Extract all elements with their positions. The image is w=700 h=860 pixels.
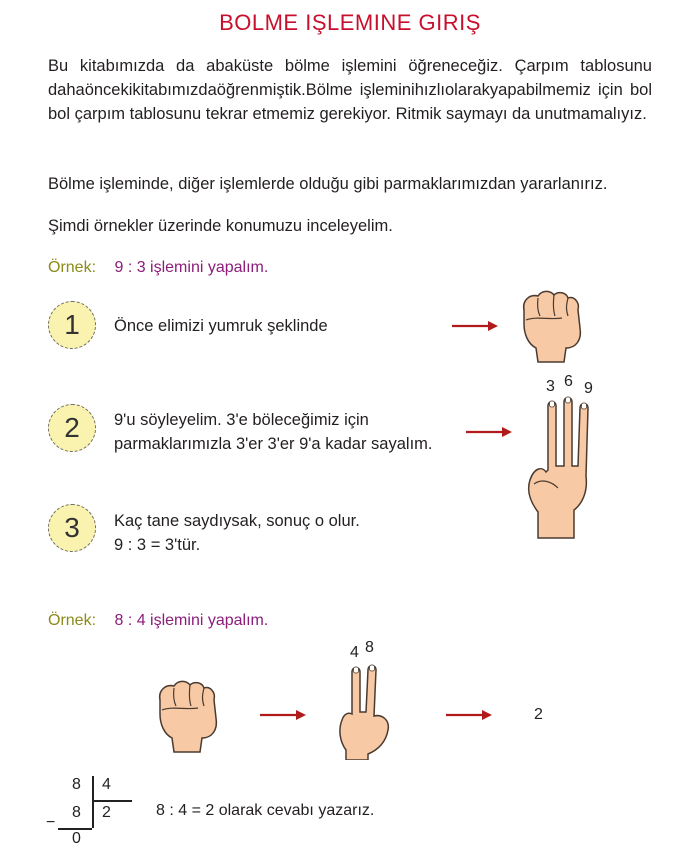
arrow-1-icon bbox=[452, 320, 500, 332]
example-label: Örnek: bbox=[48, 612, 97, 629]
arrow-2-icon bbox=[466, 426, 514, 438]
finger-count-4: 4 bbox=[350, 644, 359, 661]
fist-hand-icon bbox=[520, 290, 584, 366]
page-title: BOLME IŞLEMINE GIRIŞ bbox=[219, 10, 481, 35]
step-2-line-1: 9'u söyleyelim. 3'e böleceğimiz için bbox=[114, 411, 369, 429]
step-3-line-1: Kaç tane saydıysak, sonuç o olur. bbox=[114, 512, 360, 530]
two-fingers-hand-icon bbox=[338, 664, 394, 760]
finger-count-8: 8 bbox=[365, 639, 374, 656]
subtrahend: 8 bbox=[72, 804, 81, 821]
step-3-text bbox=[114, 509, 360, 557]
step-3-circle: 3 bbox=[48, 504, 96, 552]
step-2-line-2: parmaklarımızla 3'er 3'er 9'a kadar sayalım. bbox=[114, 435, 433, 453]
division-horizontal-line bbox=[92, 800, 132, 802]
example-operation: 9 : 3 işlemini yapalım. bbox=[114, 259, 269, 276]
dividend: 8 bbox=[72, 776, 81, 793]
subtraction-line bbox=[58, 828, 92, 830]
step-1-circle: 1 bbox=[48, 301, 96, 349]
example-2-result: 2 bbox=[534, 706, 543, 723]
division-vertical-line bbox=[92, 776, 94, 828]
fist-hand-icon bbox=[156, 680, 220, 756]
finger-count-6: 6 bbox=[564, 373, 573, 390]
example-operation: 8 : 4 işlemini yapalım. bbox=[114, 612, 269, 629]
intro-paragraph-3: Şimdi örnekler üzerinde konumuzu inceleyelim. bbox=[48, 217, 393, 235]
step-2-circle: 2 bbox=[48, 404, 96, 452]
intro-paragraph-2: Bölme işleminde, diğer işlemlerde olduğu gibi parmaklarımızdan yararlanırız. bbox=[48, 175, 608, 193]
three-fingers-hand-icon bbox=[524, 396, 604, 540]
finger-count-3: 3 bbox=[546, 378, 555, 395]
remainder: 0 bbox=[72, 830, 81, 847]
example-1-heading bbox=[48, 259, 268, 277]
intro-paragraph-1: Bu kitabımızda da abaküste bölme işlemini öğreneceğiz. Çarpım tablosunu dahaöncekikitabımızdaöğrenmiştik.Bölme işleminihızlıolarakyapabilmemiz için bol bol çarpım tablosunu tekrar etmemiz gerekiyor. Ritmik saymayı da unutmamalıyız. bbox=[48, 57, 652, 123]
step-1-text bbox=[114, 314, 328, 338]
finger-count-9: 9 bbox=[584, 380, 593, 397]
example-2-heading bbox=[48, 612, 268, 630]
long-division bbox=[40, 772, 160, 852]
arrow-4-icon bbox=[446, 709, 494, 721]
step-1-line-1: Önce elimizi yumruk şeklinde bbox=[114, 317, 328, 335]
quotient: 2 bbox=[102, 804, 111, 821]
arrow-3-icon bbox=[260, 709, 308, 721]
conclusion-text: 8 : 4 = 2 olarak cevabı yazarız. bbox=[156, 802, 375, 819]
divisor: 4 bbox=[102, 776, 111, 793]
example-label: Örnek: bbox=[48, 259, 97, 276]
step-3-line-2: 9 : 3 = 3'tür. bbox=[114, 536, 201, 554]
minus-sign: − bbox=[46, 814, 56, 831]
step-2-text bbox=[114, 408, 433, 456]
